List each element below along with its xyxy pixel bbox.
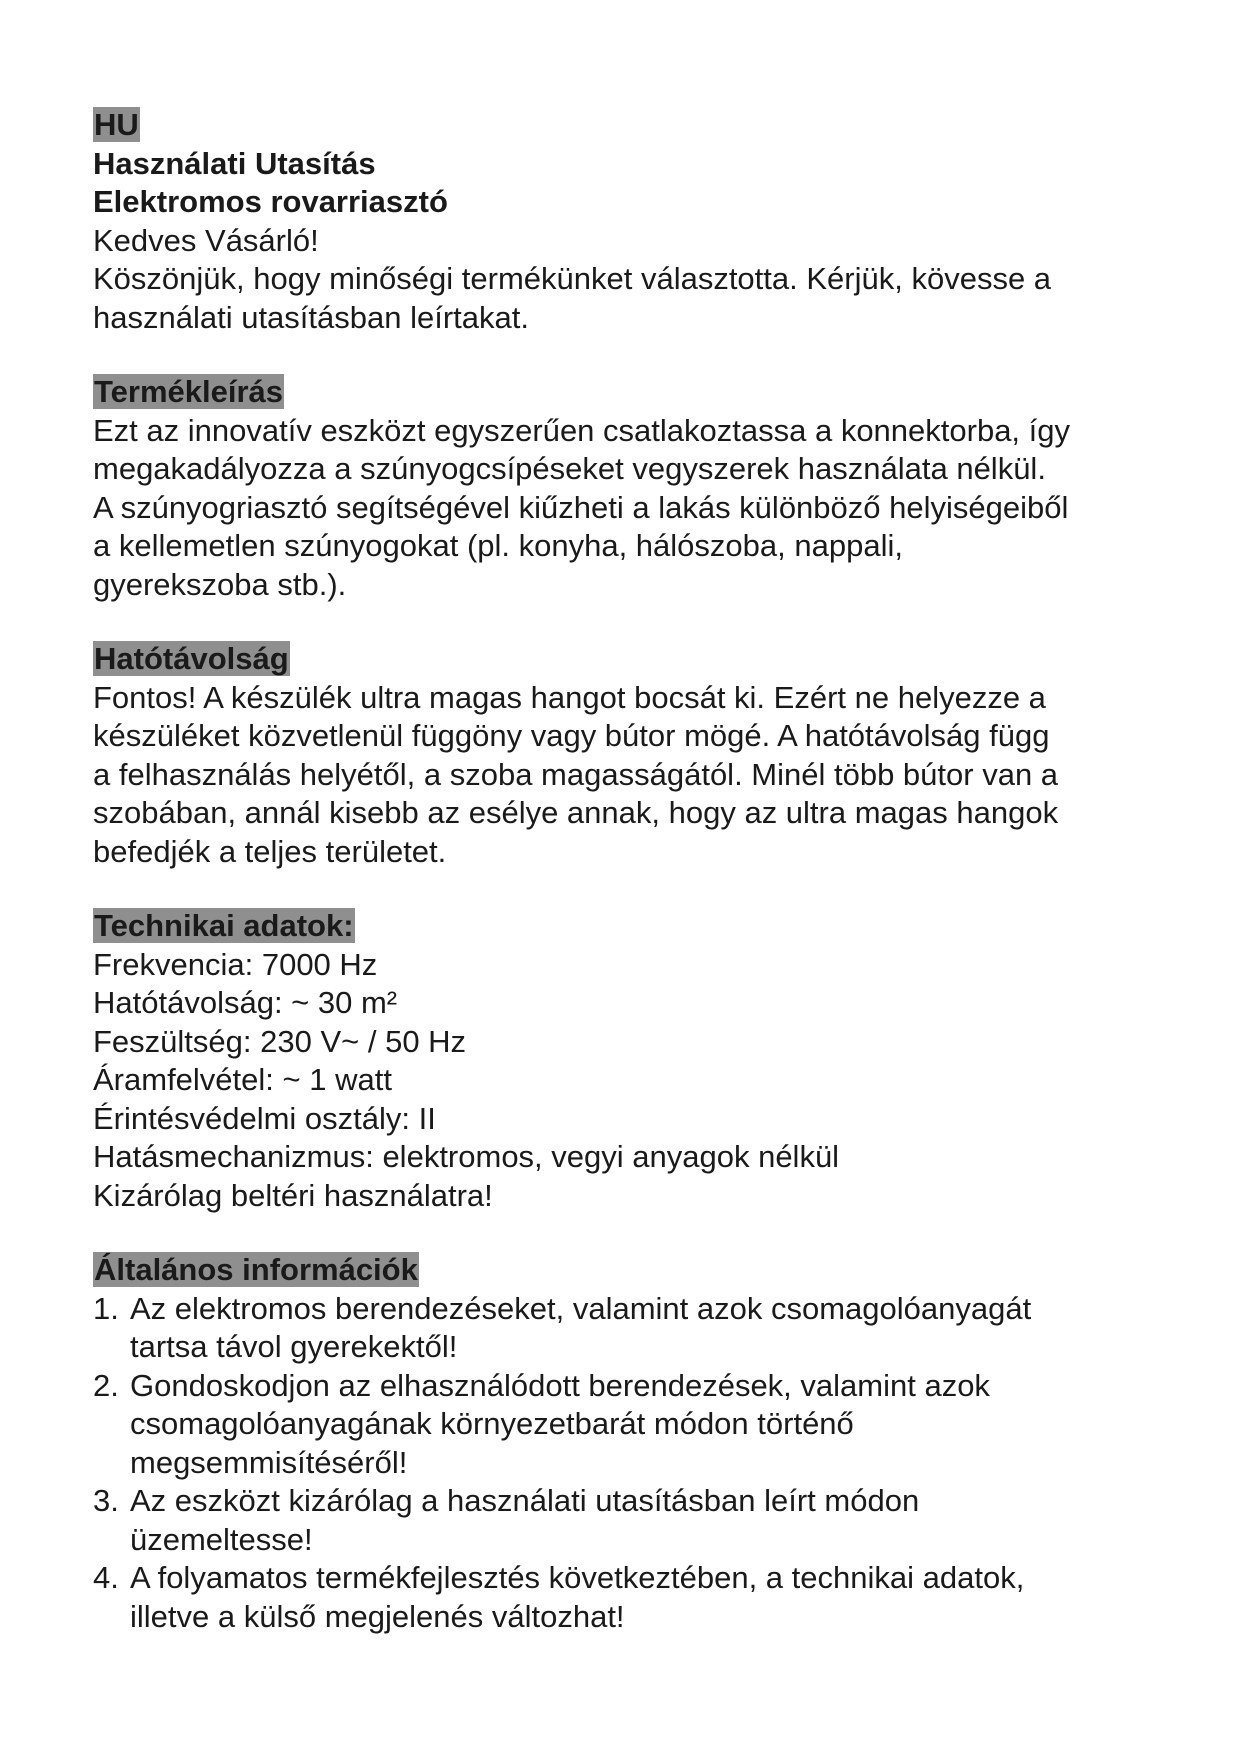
- spec-range: Hatótávolság: ~ 30 m²: [93, 985, 398, 1020]
- range-line: szobában, annál kisebb az esélye annak, hogy az ultra magas hangok: [93, 795, 1059, 830]
- language-tag: HU: [94, 107, 139, 142]
- spec-protection-class: Érintésvédelmi osztály: II: [93, 1100, 436, 1136]
- list-item: [93, 1290, 1163, 1367]
- spec-voltage: Feszültség: 230 V~ / 50 Hz: [93, 1023, 467, 1059]
- item-number: 1.: [93, 1290, 119, 1326]
- item-line: csomagolóanyagának környezetbarát módon történő: [130, 1406, 854, 1441]
- item-number: 2.: [93, 1367, 119, 1403]
- list-item: [93, 1367, 1163, 1483]
- item-line: tartsa távol gyerekektől!: [130, 1329, 458, 1364]
- description-line: A szúnyogriasztó segítségével kiűzheti a lakás különböző helyiségeiből: [93, 489, 1069, 525]
- item-line: üzemeltesse!: [130, 1521, 313, 1557]
- item-line: Gondoskodjon az elhasználódott berendezések, valamint azok: [130, 1367, 990, 1403]
- item-line: illetve a külső megjelenés változhat!: [130, 1598, 625, 1634]
- range-section: [93, 640, 1163, 871]
- technical-section: [93, 907, 1163, 1215]
- spec-indoor-only: Kizárólag beltéri használatra!: [93, 1177, 493, 1213]
- item-line: A folyamatos termékfejlesztés következtében, a technikai adatok,: [130, 1560, 1025, 1595]
- range-line: készüléket közvetlenül függöny vagy bútor mögé. A hatótávolság függ: [93, 718, 1050, 753]
- item-line: Az eszközt kizárólag a használati utasításban leírt módon: [130, 1483, 920, 1518]
- greeting: Kedves Vásárló!: [93, 222, 319, 258]
- spec-power: Áramfelvétel: ~ 1 watt: [93, 1062, 392, 1097]
- list-item: [93, 1559, 1163, 1636]
- list-item: [93, 1482, 1163, 1559]
- range-line: befedjék a teljes területet.: [93, 833, 447, 869]
- description-line: Ezt az innovatív eszközt egyszerűen csatlakoztassa a konnektorba, így: [93, 412, 1071, 448]
- description-line: a kellemetlen szúnyogokat (pl. konyha, hálószoba, nappali,: [93, 528, 903, 563]
- section-heading: Általános információk: [94, 1252, 418, 1287]
- range-line: a felhasználás helyétől, a szoba magasságától. Minél több bútor van a: [93, 756, 1059, 792]
- section-heading: Hatótávolság: [94, 641, 289, 676]
- spec-mechanism: Hatásmechanizmus: elektromos, vegyi anyagok nélkül: [93, 1139, 840, 1174]
- item-number: 4.: [93, 1560, 119, 1595]
- description-section: [93, 373, 1163, 604]
- intro-line: Köszönjük, hogy minőségi termékünket választotta. Kérjük, kövesse a: [93, 261, 1052, 296]
- range-line: Fontos! A készülék ultra magas hangot bocsát ki. Ezért ne helyezze a: [93, 679, 1046, 715]
- general-section: [93, 1251, 1163, 1636]
- header-section: [93, 106, 1163, 337]
- info-list: [93, 1290, 1163, 1637]
- document-title: Használati Utasítás: [93, 145, 376, 181]
- item-line: Az elektromos berendezéseket, valamint azok csomagolóanyagát: [130, 1290, 1032, 1326]
- intro-line: használati utasításban leírtakat.: [93, 299, 529, 335]
- description-line: megakadályozza a szúnyogcsípéseket vegyszerek használata nélkül.: [93, 451, 1046, 486]
- section-heading: Technikai adatok:: [94, 908, 354, 943]
- product-name: Elektromos rovarriasztó: [93, 184, 448, 219]
- manual-page: [93, 106, 1163, 1636]
- spec-frequency: Frekvencia: 7000 Hz: [93, 946, 378, 982]
- section-heading: Termékleírás: [94, 374, 283, 409]
- description-line: gyerekszoba stb.).: [93, 566, 347, 602]
- item-line: megsemmisítéséről!: [130, 1444, 408, 1480]
- item-number: 3.: [93, 1483, 119, 1518]
